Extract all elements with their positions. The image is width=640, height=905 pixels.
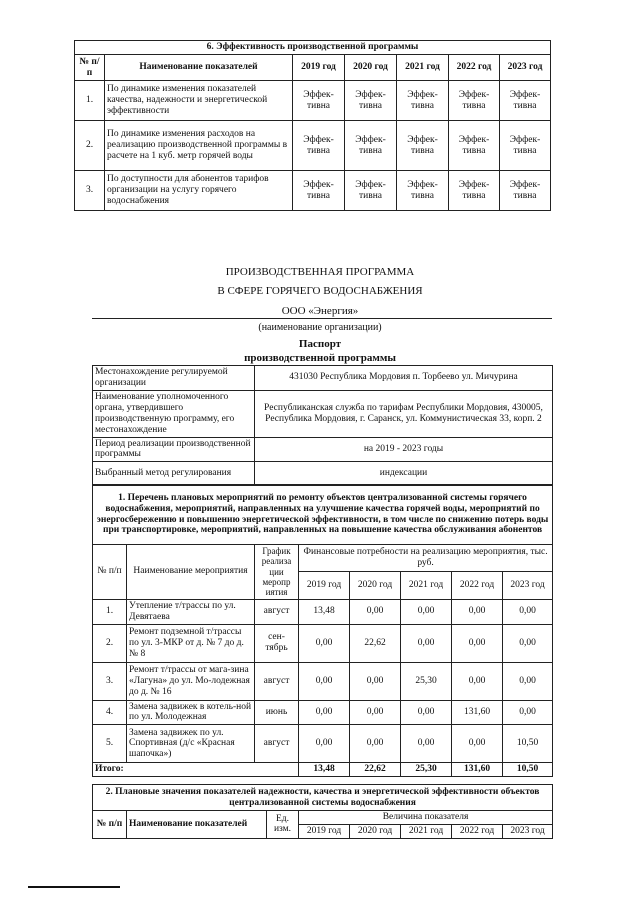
activity-schedule: август bbox=[255, 662, 299, 700]
organization-name: ООО «Энергия» bbox=[281, 305, 359, 317]
efficiency-value: Эффек-тивна bbox=[293, 121, 345, 171]
indicator-name: По доступности для абонентов тарифов организации на услугу горячего водоснабжения bbox=[105, 171, 293, 211]
activity-name: Замена задвижек по ул. Спортивная (д/с «Красная шапочка») bbox=[127, 725, 255, 763]
year-header: 2019 год bbox=[299, 572, 350, 599]
s2-year-header: 2020 год bbox=[350, 824, 401, 838]
finance-value: 0,00 bbox=[401, 599, 452, 624]
finance-value: 25,30 bbox=[401, 662, 452, 700]
passport-value: 431030 Республика Мордовия п. Торбеево ул. Мичурина bbox=[255, 366, 553, 391]
table-row bbox=[93, 725, 553, 763]
efficiency-value: Эффек-тивна bbox=[345, 171, 397, 211]
activity-schedule: август bbox=[255, 725, 299, 763]
s2-year-header: 2022 год bbox=[452, 824, 503, 838]
s6-header: 2019 год bbox=[293, 55, 345, 81]
row-number: 5. bbox=[93, 725, 127, 763]
efficiency-value: Эффек-тивна bbox=[449, 81, 500, 121]
table-row bbox=[75, 81, 551, 121]
finance-value: 0,00 bbox=[299, 662, 350, 700]
passport-table bbox=[92, 365, 553, 486]
total-value: 131,60 bbox=[452, 763, 503, 777]
program-subtitle: В СФЕРЕ ГОРЯЧЕГО ВОДОСНАБЖЕНИЯ bbox=[217, 285, 423, 297]
table-row bbox=[93, 624, 553, 662]
program-title: ПРОИЗВОДСТВЕННАЯ ПРОГРАММА bbox=[225, 266, 415, 278]
finance-value: 10,50 bbox=[503, 725, 553, 763]
s2-col-num-header: № п/п bbox=[93, 811, 127, 839]
finance-value: 0,00 bbox=[452, 725, 503, 763]
finance-value: 0,00 bbox=[503, 662, 553, 700]
passport-value: индексации bbox=[255, 462, 553, 486]
activity-schedule: август bbox=[255, 599, 299, 624]
table-row bbox=[93, 700, 553, 725]
finance-value: 0,00 bbox=[503, 700, 553, 725]
organization-underline bbox=[92, 318, 552, 319]
activity-name: Ремонт т/трассы от мага-зина «Лагуна» до ул. Мо-лодежная до д. № 16 bbox=[127, 662, 255, 700]
s6-header: № п/п bbox=[75, 55, 105, 81]
finance-value: 0,00 bbox=[452, 599, 503, 624]
efficiency-value: Эффек-тивна bbox=[397, 171, 449, 211]
total-value: 25,30 bbox=[401, 763, 452, 777]
total-value: 13,48 bbox=[299, 763, 350, 777]
activity-name: Ремонт подземной т/трассы по ул. 3-МКР от д. № 7 до д. № 8 bbox=[127, 624, 255, 662]
finance-value: 0,00 bbox=[299, 725, 350, 763]
activity-schedule: июнь bbox=[255, 700, 299, 725]
s6-header: 2023 год bbox=[500, 55, 551, 81]
finance-value: 0,00 bbox=[350, 700, 401, 725]
passport-label: Местонахождение регулируемой организации bbox=[93, 366, 255, 391]
year-header: 2021 год bbox=[401, 572, 452, 599]
row-number: 2. bbox=[75, 121, 105, 171]
efficiency-value: Эффек-тивна bbox=[449, 121, 500, 171]
efficiency-value: Эффек-тивна bbox=[397, 81, 449, 121]
table-row bbox=[75, 171, 551, 211]
section6-title: 6. Эффективность производственной программы bbox=[75, 41, 551, 55]
passport-row bbox=[93, 366, 553, 391]
finance-value: 0,00 bbox=[299, 700, 350, 725]
activities-table bbox=[92, 484, 553, 777]
efficiency-value: Эффек-тивна bbox=[293, 171, 345, 211]
passport-label: Наименование уполномоченного органа, утвердившего производственную программу, его местонахождение bbox=[93, 390, 255, 437]
s6-header: 2020 год bbox=[345, 55, 397, 81]
table-row bbox=[93, 599, 553, 624]
activity-name: Замена задвижек в котель-ной по ул. Молодежная bbox=[127, 700, 255, 725]
row-number: 4. bbox=[93, 700, 127, 725]
total-label: Итого: bbox=[93, 763, 299, 777]
passport-row bbox=[93, 437, 553, 462]
finance-value: 0,00 bbox=[452, 624, 503, 662]
organization-caption: (наименование организации) bbox=[258, 322, 382, 333]
finance-value: 0,00 bbox=[350, 725, 401, 763]
finance-value: 0,00 bbox=[401, 700, 452, 725]
s6-header: 2021 год bbox=[397, 55, 449, 81]
col-num-header: № п/п bbox=[93, 545, 127, 600]
efficiency-value: Эффек-тивна bbox=[345, 81, 397, 121]
passport-value: на 2019 - 2023 годы bbox=[255, 437, 553, 462]
finance-value: 13,48 bbox=[299, 599, 350, 624]
s2-year-header: 2019 год bbox=[299, 824, 350, 838]
finance-value: 0,00 bbox=[401, 624, 452, 662]
finance-value: 0,00 bbox=[299, 624, 350, 662]
s2-year-header: 2023 год bbox=[503, 824, 553, 838]
efficiency-value: Эффек-тивна bbox=[449, 171, 500, 211]
finance-value: 22,62 bbox=[350, 624, 401, 662]
total-row bbox=[93, 763, 553, 777]
activity-schedule: сен-тябрь bbox=[255, 624, 299, 662]
indicators-table bbox=[92, 784, 553, 839]
row-number: 1. bbox=[93, 599, 127, 624]
table-row bbox=[93, 662, 553, 700]
table-row bbox=[75, 121, 551, 171]
efficiency-value: Эффек-тивна bbox=[293, 81, 345, 121]
passport-value: Республиканская служба по тарифам Республики Мордовия, 430005, Республика Мордовия, г. Саранск, ул. Коммунистическая 33, корп. 2 bbox=[255, 390, 553, 437]
section2-title: 2. Плановые значения показателей надежности, качества и энергетической эффективности объектов централизованной системы водоснабжения bbox=[93, 785, 553, 811]
col-schedule-header: График реализа ции меропр иятия bbox=[255, 545, 299, 600]
finance-value: 0,00 bbox=[503, 599, 553, 624]
year-header: 2020 год bbox=[350, 572, 401, 599]
finance-value: 0,00 bbox=[503, 624, 553, 662]
footnote-line bbox=[28, 886, 120, 888]
s2-col-values-header: Величина показателя bbox=[299, 811, 553, 825]
row-number: 3. bbox=[75, 171, 105, 211]
s6-header: 2022 год bbox=[449, 55, 500, 81]
s2-col-unit-header: Ед. изм. bbox=[267, 811, 299, 839]
row-number: 3. bbox=[93, 662, 127, 700]
efficiency-value: Эффек-тивна bbox=[500, 121, 551, 171]
finance-value: 0,00 bbox=[452, 662, 503, 700]
passport-row bbox=[93, 462, 553, 486]
s2-col-name-header: Наименование показателей bbox=[127, 811, 267, 839]
col-name-header: Наименование мероприятия bbox=[127, 545, 255, 600]
passport-label: Период реализации производственной программы bbox=[93, 437, 255, 462]
section1-title: 1. Перечень плановых мероприятий по ремонту объектов централизованной системы горячего водоснабжения, мероприятий, направленных на улучшение качества горячей воды, мероприятий по энергосбережению и повышению энергетической эффективности, в том числе по снижению потерь воды при транспортировке, мероприятий, направленных на повышение качества обслуживания абонентов bbox=[93, 485, 553, 545]
indicator-name: По динамике изменения показателей качества, надежности и энергетической эффективности bbox=[105, 81, 293, 121]
year-header: 2023 год bbox=[503, 572, 553, 599]
finance-value: 0,00 bbox=[350, 599, 401, 624]
passport-row bbox=[93, 390, 553, 437]
total-value: 22,62 bbox=[350, 763, 401, 777]
efficiency-value: Эффек-тивна bbox=[500, 81, 551, 121]
indicator-name: По динамике изменения расходов на реализацию производственной программы в расчете на 1 куб. метр горячей воды bbox=[105, 121, 293, 171]
efficiency-table bbox=[74, 40, 551, 211]
total-value: 10,50 bbox=[503, 763, 553, 777]
row-number: 1. bbox=[75, 81, 105, 121]
finance-value: 0,00 bbox=[401, 725, 452, 763]
passport-subheading: производственной программы bbox=[244, 352, 396, 364]
year-header: 2022 год bbox=[452, 572, 503, 599]
finance-value: 0,00 bbox=[350, 662, 401, 700]
row-number: 2. bbox=[93, 624, 127, 662]
s2-year-header: 2021 год bbox=[401, 824, 452, 838]
passport-heading: Паспорт bbox=[298, 338, 342, 350]
col-finance-header: Финансовые потребности на реализацию мероприятия, тыс. руб. bbox=[299, 545, 553, 572]
finance-value: 131,60 bbox=[452, 700, 503, 725]
efficiency-value: Эффек-тивна bbox=[345, 121, 397, 171]
efficiency-value: Эффек-тивна bbox=[500, 171, 551, 211]
passport-label: Выбранный метод регулирования bbox=[93, 462, 255, 486]
activity-name: Утепление т/трассы по ул. Девятаева bbox=[127, 599, 255, 624]
s6-header: Наименование показателей bbox=[105, 55, 293, 81]
efficiency-value: Эффек-тивна bbox=[397, 121, 449, 171]
